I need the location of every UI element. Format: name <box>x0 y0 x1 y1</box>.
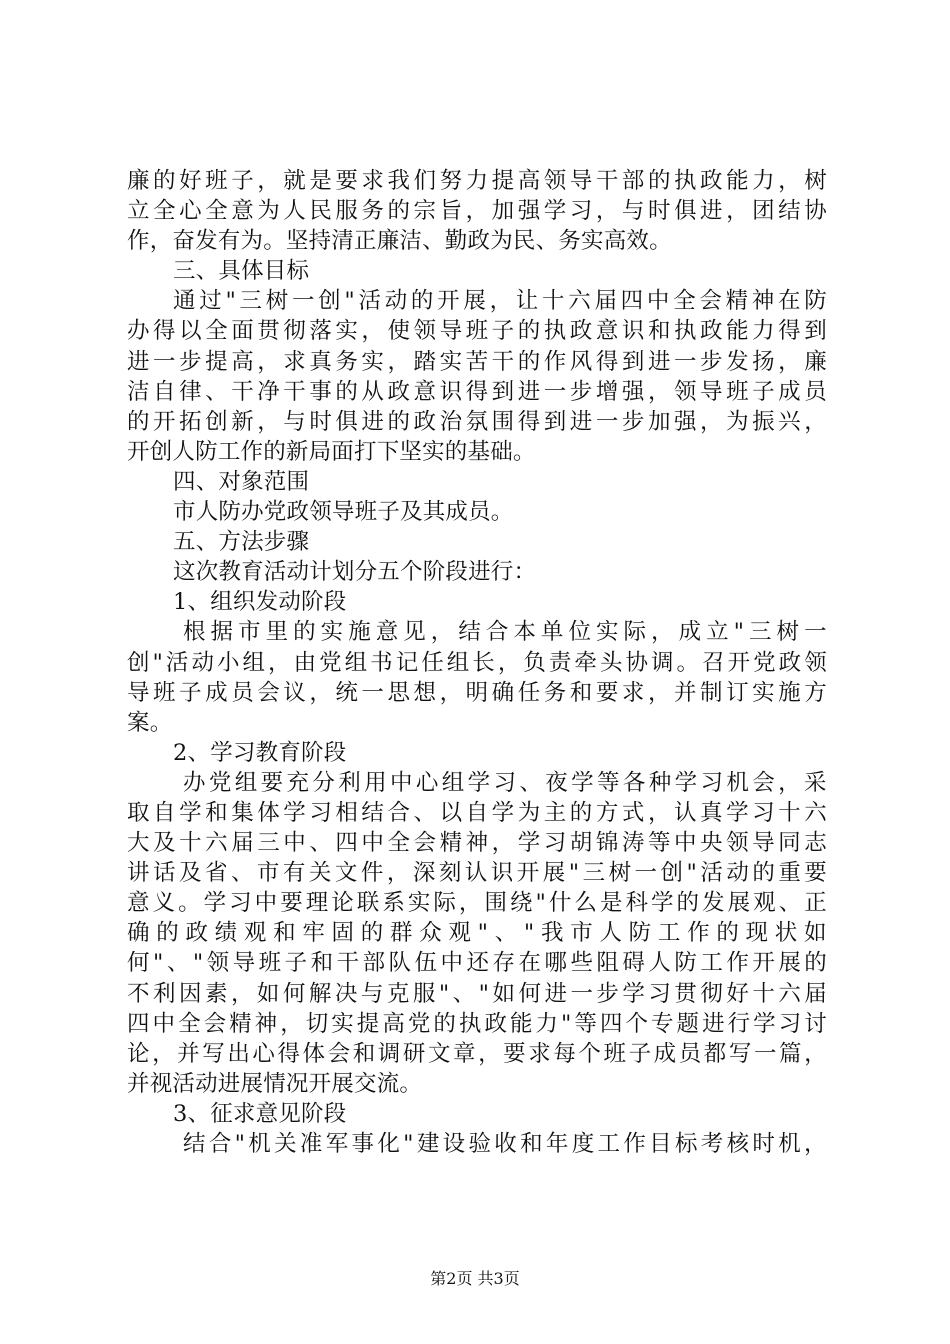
page-number-label: 第2页 共3页 <box>430 1269 520 1288</box>
text-line: 并视活动进展情况开展交流。 <box>127 1070 423 1097</box>
text-line: 办 得 以 全 面 贯 彻 落 实 ， 使 领 导 班 子 的 执 政 意 识 和 执 政 能 力 得 到 <box>127 318 827 345</box>
text-line: 四、对象范围 <box>173 468 310 495</box>
document-body <box>127 166 827 1159</box>
text-line: 取 自 学 和 集 体 学 习 相 结 合 、 以 自 学 为 主 的 方 式 ， 认 真 学 习 十 六 <box>127 799 827 826</box>
text-line: 大 及 十 六 届 三 中 、 四 中 全 会 精 神 ， 学 习 胡 锦 涛 等 中 央 领 导 同 志 <box>127 830 827 857</box>
text-line: 办 党 组 要 充 分 利 用 中 心 组 学 习 、 夜 学 等 各 种 学 习 机 会 ， 采 <box>183 769 827 796</box>
text-line: 1、组织发动阶段 <box>173 589 347 616</box>
text-line: 意 义 。 学 习 中 要 理 论 联 系 实 际 ， 围 绕 " 什 么 是 科 学 的 发 展 观 、 正 <box>127 890 827 917</box>
text-line: 廉 的 好 班 子 ， 就 是 要 求 我 们 努 力 提 高 领 导 干 部 的 执 政 能 力 ， 树 <box>127 168 827 194</box>
text-line: 的 开 拓 创 新 ， 与 时 俱 进 的 政 治 氛 围 得 到 进 一 步 加 强 ， 为 振 兴 ， <box>127 408 827 435</box>
text-line: 三、具体目标 <box>173 258 310 285</box>
text-line: 通 过 " 三 树 一 创 " 活 动 的 开 展 ， 让 十 六 届 四 中 全 会 精 神 在 防 <box>173 288 827 315</box>
text-line: 确 的 政 绩 观 和 牢 固 的 群 众 观 " 、 " 我 市 人 防 工 作 的 现 状 如 <box>127 920 827 947</box>
text-line: 结 合 " 机 关 准 军 事 化 " 建 设 验 收 和 年 度 工 作 目 标 考 核 时 机 ， <box>183 1131 827 1157</box>
text-line: 作，奋发有为。坚持清正廉洁、勤政为民、务实高效。 <box>127 228 672 255</box>
text-line: 导 班 子 成 员 会 议 ， 统 一 思 想 ， 明 确 任 务 和 要 求 ， 并 制 订 实 施 方 <box>127 679 827 706</box>
text-line: 根 据 市 里 的 实 施 意 见 ， 结 合 本 单 位 实 际 ， 成 立 " 三 树 一 <box>183 619 827 646</box>
text-line: 论 ， 并 写 出 心 得 体 会 和 调 研 文 章 ， 要 求 每 个 班 子 成 员 都 写 一 篇 ， <box>127 1040 827 1067</box>
text-line: 开创人防工作的新局面打下坚实的基础。 <box>127 438 536 465</box>
page-footer <box>0 1266 950 1289</box>
text-line: 五、方法步骤 <box>173 529 310 556</box>
text-line: 四 中 全 会 精 神 ， 切 实 提 高 党 的 执 政 能 力 " 等 四 个 专 题 进 行 学 习 讨 <box>127 1010 827 1037</box>
text-line: 立 全 心 全 意 为 人 民 服 务 的 宗 旨 ， 加 强 学 习 ， 与 时 俱 进 ， 团 结 协 <box>127 198 827 225</box>
text-line: 进 一 步 提 高 ， 求 真 务 实 ， 踏 实 苦 干 的 作 风 得 到 进 一 步 发 扬 ， 廉 <box>127 348 827 375</box>
text-line: 何 " 、 " 领 导 班 子 和 干 部 队 伍 中 还 存 在 哪 些 阻 碍 人 防 工 作 开 展 的 <box>127 950 827 977</box>
text-line: 2、学习教育阶段 <box>173 739 347 766</box>
text-line: 洁 自 律 、 干 净 干 事 的 从 政 意 识 得 到 进 一 步 增 强 ， 领 导 班 子 成 员 <box>127 378 827 405</box>
text-line: 3、征求意见阶段 <box>173 1100 347 1127</box>
text-line: 市人防办党政领导班子及其成员。 <box>173 499 514 526</box>
text-line: 讲 话 及 省 、 市 有 关 文 件 ， 深 刻 认 识 开 展 " 三 树 一 创 " 活 动 的 重 要 <box>127 860 827 887</box>
text-line: 创 " 活 动 小 组 ， 由 党 组 书 记 任 组 长 ， 负 责 牵 头 协 调 。 召 开 党 政 领 <box>127 649 827 676</box>
text-line: 案。 <box>127 709 173 736</box>
text-line: 不 利 因 素 ， 如 何 解 决 与 克 服 " 、 " 如 何 进 一 步 学 习 贯 彻 好 十 六 届 <box>127 980 827 1007</box>
text-line: 这次教育活动计划分五个阶段进行： <box>173 559 537 586</box>
